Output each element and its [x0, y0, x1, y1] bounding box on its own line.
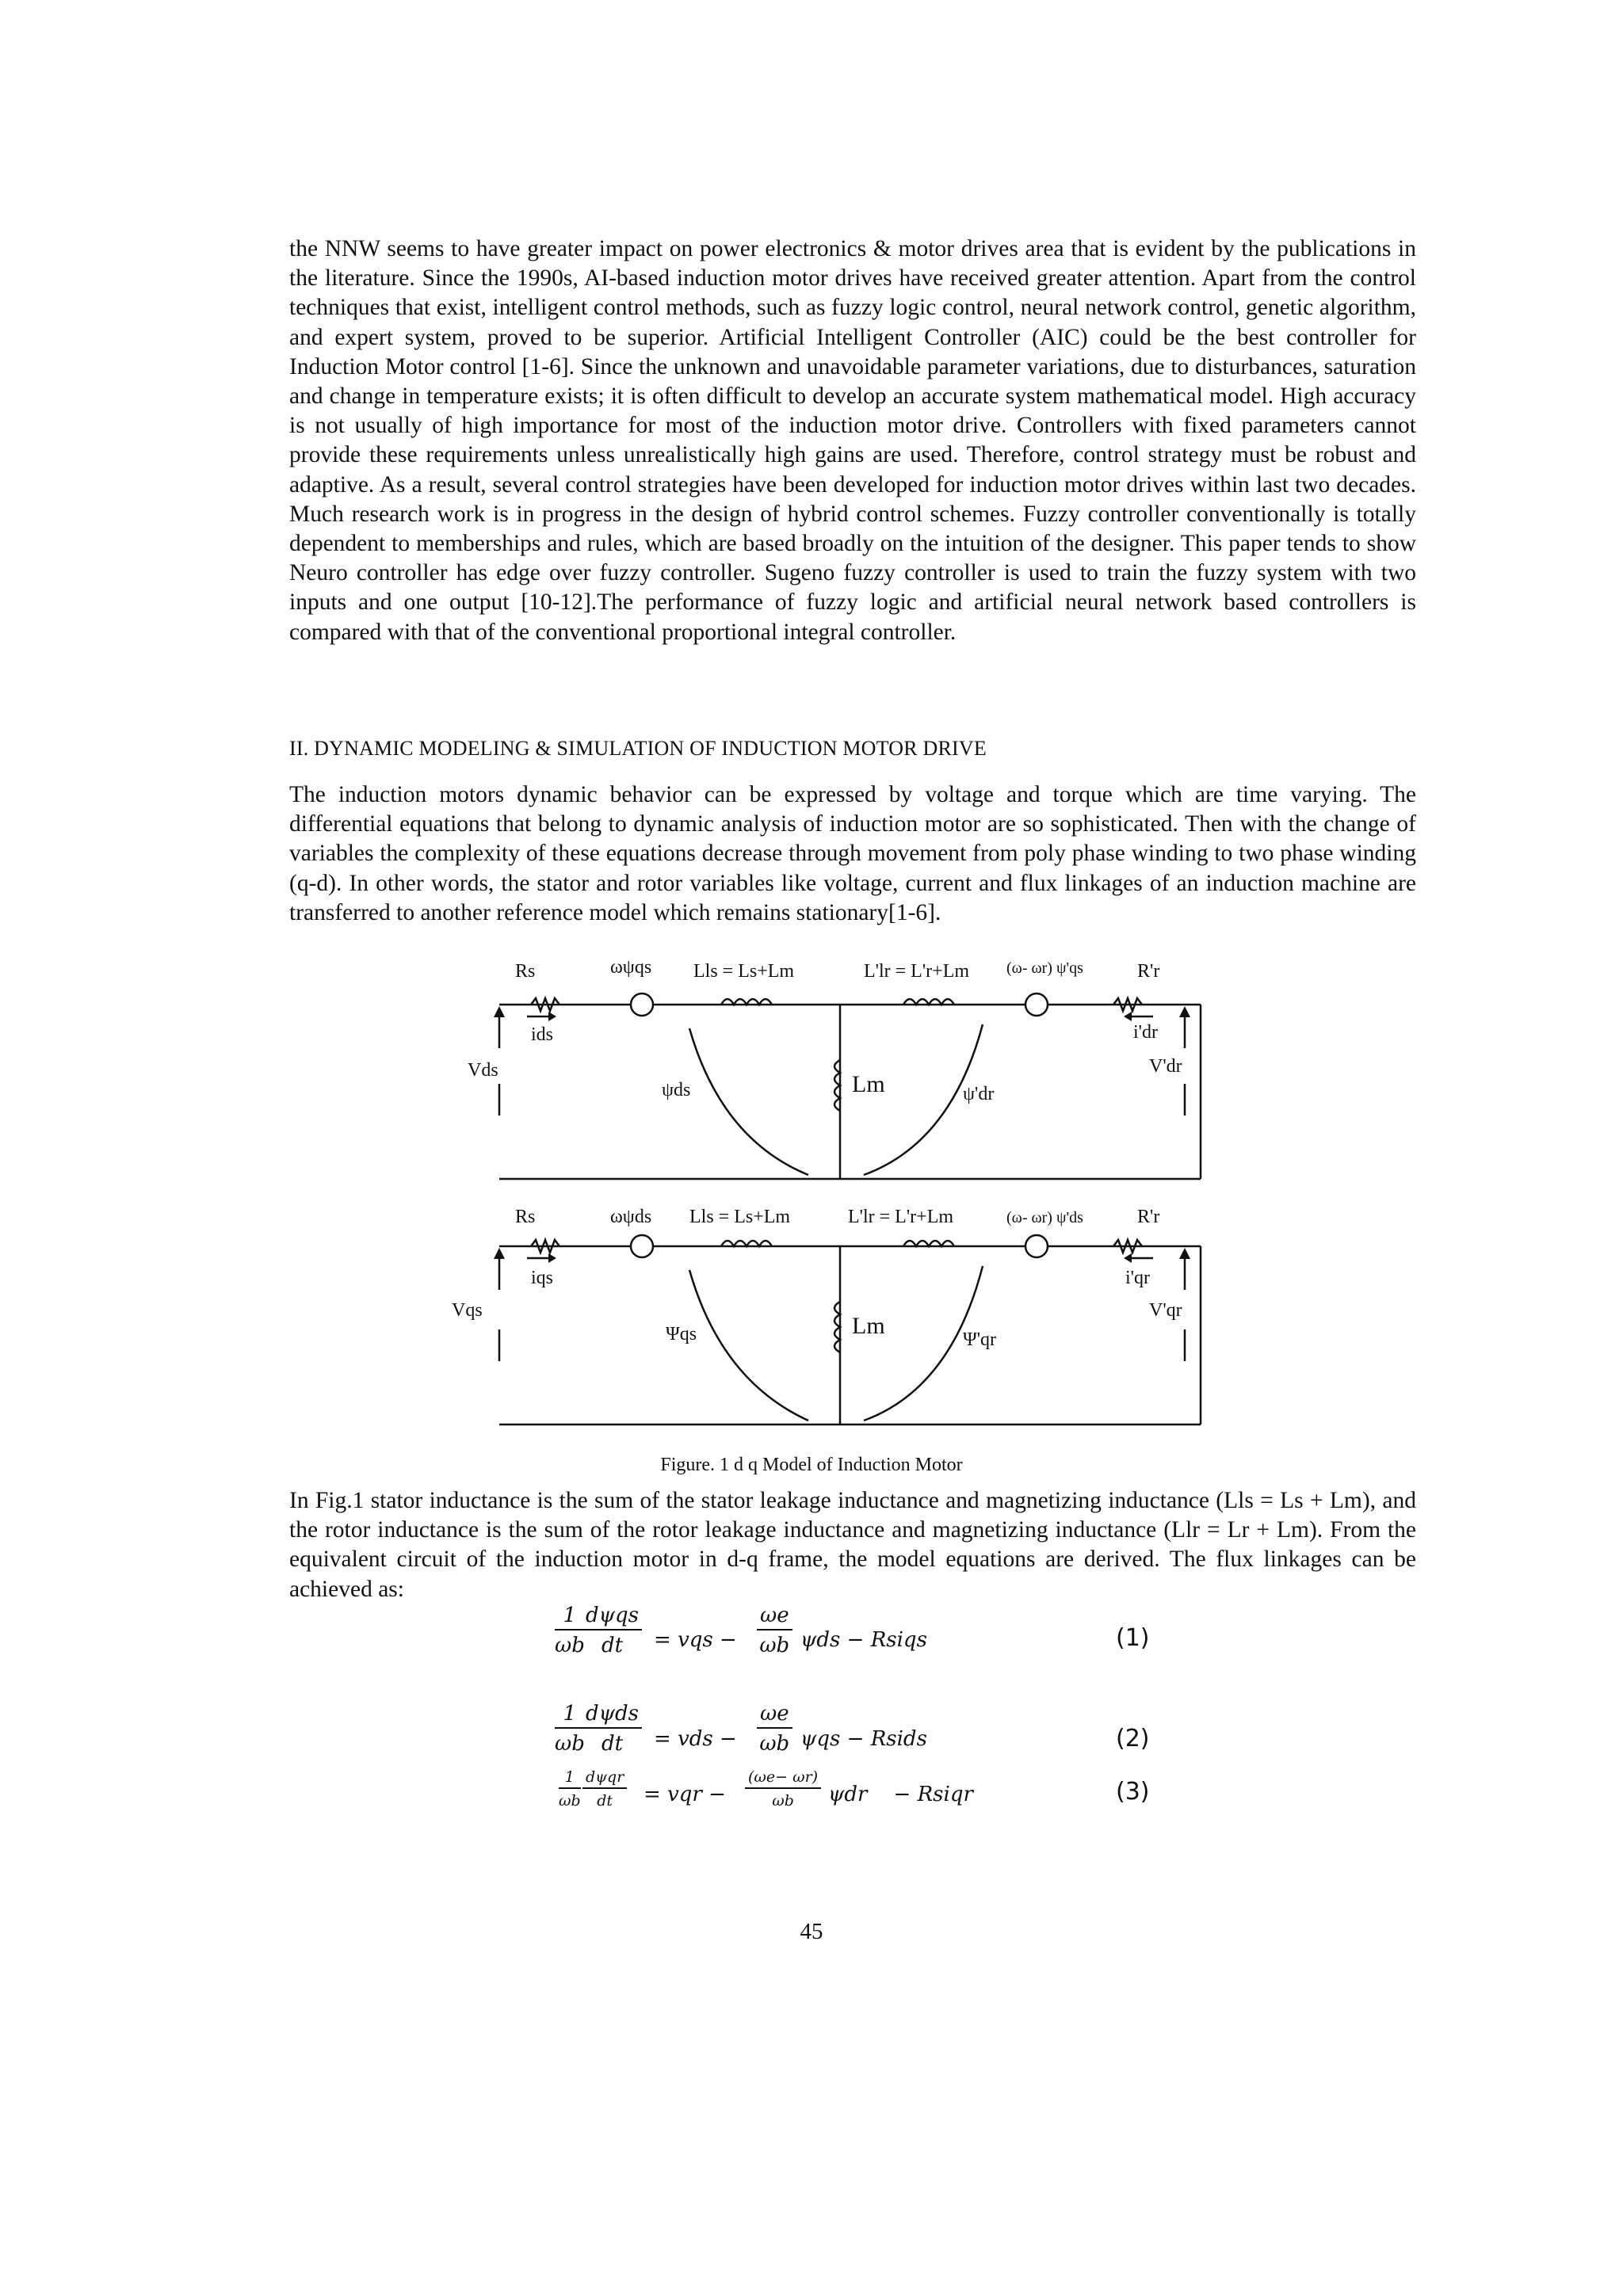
intro-paragraph: the NNW seems to have greater impact on power electronics & motor drives area that is evident by the publications in the literature. Since the 1990s, AI-based induction motor drives have received greater attention. Apart from the control techniques that exist, intelligent control methods, such as fuzzy logic control, neural network control, genetic algorithm, and expert system, proved to be superior. Artificial Intelligent Controller (AIC) could be the best controller for Induction Motor control [1-6]. Since the unknown and unavoidable parameter variations, due to disturbances, saturation and change in temperature exists; it is often difficult to develop an accurate system mathematical model. High accuracy is not usually of high importance for most of the induction motor drive. Controllers with fixed parameters cannot provide these requirements unless unrealistically high gains are used. Therefore, control strategy must be robust and adaptive. As a result, several control strategies have been developed for induction motor drives within last two decades. Much research work is in progress in the design of hybrid control schemes. Fuzzy controller conventionally is totally dependent to memberships and rules, which are based broadly on the intuition of the designer. This paper tends to show Neuro controller has edge over fuzzy controller. Sugeno fuzzy controller is used to train the fuzzy system with two inputs and one output [10-12].The performance of fuzzy logic and artificial neural network based controllers is compared with that of the conventional proportional integral controller.: [289, 236, 1416, 645]
q-source1-label: ωψds: [610, 1207, 652, 1227]
eq1-v: vqs: [678, 1628, 713, 1652]
q-is-label: iqs: [531, 1268, 554, 1288]
q-rr-label: R'r: [1137, 1207, 1160, 1227]
d-rs-label: Rs: [515, 961, 536, 982]
dq-model-figure: [452, 941, 1236, 1448]
eq1-number: (1): [1116, 1624, 1150, 1652]
eq3-coef: $\frac{(\omega e- \omega r)}{\omega b}$: [745, 1768, 821, 1810]
eq2-lhs-2: dψds dt: [582, 1702, 642, 1756]
eq2-number: (2): [1116, 1725, 1150, 1753]
d-psis-label: ψds: [662, 1080, 691, 1100]
eq3-tail: − Rsiqr: [893, 1783, 973, 1806]
d-source1-label: ωψqs: [610, 957, 652, 978]
d-ir-label: i'dr: [1133, 1022, 1158, 1043]
q-source2-label: (ω- ωr) ψ'ds: [1006, 1209, 1083, 1226]
q-rs-label: Rs: [515, 1207, 536, 1227]
page-number: 45: [800, 1919, 823, 1944]
q-psis-label: Ψqs: [666, 1324, 697, 1344]
eq2-lhs-1: $\frac{1}{\omega b}$: [555, 1702, 585, 1756]
d-psir-label: ψ'dr: [963, 1084, 995, 1104]
q-ir-label: i'qr: [1125, 1268, 1150, 1288]
page: the NNW seems to have greater impact on power electronics & motor drives area that is evident by the publications in the literature. Since the 1990s, AI-based induction motor drives have received greater attention. Apart from the control techniques that exist, intelligent control methods, such as fuzzy logic control, neural network control, genetic algorithm, and expert system, proved to be superior. Artificial Intelligent Controller (AIC) could be the best controller for Induction Motor control [1-6]. Since the unknown and unavoidable parameter variations, due to disturbances, saturation and change in temperature exists; it is often difficult to develop an accurate system mathematical model. High accuracy is not usually of high importance for most of the induction motor drive. Controllers with fixed parameters cannot provide these requirements unless unrealistically high gains are used. Therefore, control strategy must be robust and adaptive. As a result, several control strategies have been developed for induction motor drives within last two decades. Much research work is in progress in the design of hybrid control schemes. Fuzzy controller conventionally is totally dependent to memberships and rules, which are based broadly on the intuition of the designer. This paper tends to show Neuro controller has edge over fuzzy controller. Sugeno fuzzy controller is used to train the fuzzy system with two inputs and one output [10-12].The performance of fuzzy logic and artificial neural network based controllers is compared with that of the conventional proportional integral controller. II. DYNAMIC MODELING & SIMULATION OF INDUCTION MOTOR DRIVE The induction motors dynamic behavior can be expressed by voltage and torque which are time varying. The differential equations that belong to dynamic analysis of induction motor are so sophisticated. Then with the change of variables the complexity of these equations decrease through movement from poly phase winding to two phase winding (q-d). In other words, the stator and rotor variables like voltage, current and flux linkages of an induction machine are transferred to another reference model which remains stationary[1-6]. Rs ωψqs Lls = Ls+Lm L'lr = L'r+Lm (ω- ωr) ψ'qs R'r ids i'dr Vds V'dr ψds Lm ψ'dr Rs ωψds Lls = Ls+Lm L'lr = L'r+Lm (ω- ωr) ψ'ds R'r iqs i'qr Vqs V'qr Ψqs Lm Ψ'qr Figure. 1 d q Model of Induction Motor In Fig.1 stator inductance is the sum of the stator leakage inductance and magnetizing inductance (Lls = Ls + Lm), and the rotor inductance is the sum of the rotor leakage inductance and magnetizing inductance (Llr = Lr + Lm). From the equivalent circuit of the induction motor in d-q frame, the model equations are derived. The flux linkages can be achieved as: $\frac{1}{\omega b}$ dψqs dt = vqs − $\frac{\omega e}{\omega b}$ ψds − Rsiqs (1) $\frac{1}{\omega b}$ dψds dt = vds − $\frac{\omega e}{\omega b}$ ψqs − Rsids (2) $\frac{1}{\omega b}$ dψqr dt = vqr − $\frac{(\omega e- \omega r)}{\omega b}$ ψdr − Rsiqr (3) 45: [0, 0, 1623, 2296]
d-vr-label: V'dr: [1149, 1056, 1182, 1077]
d-lm-label: Lm: [852, 1071, 885, 1097]
eq2-tail: − Rsids: [846, 1727, 927, 1751]
d-source2-label: (ω- ωr) ψ'qs: [1006, 959, 1083, 977]
q-psir-label: Ψ'qr: [963, 1329, 997, 1350]
q-vr-label: V'qr: [1149, 1300, 1182, 1321]
d-llr-label: L'lr = L'r+Lm: [864, 961, 970, 982]
eq2-v: vds: [678, 1727, 713, 1751]
section-heading: [289, 737, 987, 761]
eq3-psi: ψdr: [828, 1783, 868, 1806]
d-vs-label: Vds: [468, 1060, 498, 1081]
eq2-psi: ψqs: [800, 1727, 841, 1751]
eq3-lhs-2: dψqr dt: [582, 1768, 627, 1810]
eq1-lhs-2: dψqs dt: [582, 1604, 642, 1657]
q-vs-label: Vqs: [452, 1300, 483, 1321]
eq1-tail: − Rsiqs: [846, 1628, 927, 1652]
eq1-psi: ψds: [800, 1628, 841, 1652]
section-paragraph: The induction motors dynamic behavior can be expressed by voltage and torque which are time varying. The differential equations that belong to dynamic analysis of induction motor are so sophisticated. Then with the change of variables the complexity of these equations decrease through movement from poly phase winding to two phase winding (q-d). In other words, the stator and rotor variables like voltage, current and flux linkages of an induction machine are transferred to another reference model which remains stationary[1-6].: [289, 782, 1416, 925]
eq1-coef: $\frac{\omega e}{\omega b}$: [757, 1604, 792, 1657]
q-lls-label: Lls = Ls+Lm: [689, 1207, 791, 1227]
after-paragraph: In Fig.1 stator inductance is the sum of the stator leakage inductance and magnetizing inductance (Lls = Ls + Lm), and the rotor inductance is the sum of the rotor leakage inductance and magnetizing inductance (Llr = Lr + Lm). From the equivalent circuit of the induction motor in d-q frame, the model equations are derived. The flux linkages can be achieved as:: [289, 1488, 1416, 1602]
eq1-lhs-1: $\frac{1}{\omega b}$: [555, 1604, 585, 1657]
eq3-number: (3): [1116, 1778, 1150, 1806]
eq3-v: vqr: [667, 1783, 702, 1806]
figure-caption: Figure. 1 d q Model of Induction Motor: [660, 1455, 963, 1475]
d-lls-label: Lls = Ls+Lm: [693, 961, 795, 982]
section-heading-text: II. DYNAMIC MODELING & SIMULATION OF INDUCTION MOTOR DRIVE: [289, 737, 987, 760]
d-rr-label: R'r: [1137, 961, 1160, 982]
q-llr-label: L'lr = L'r+Lm: [848, 1207, 954, 1227]
q-lm-label: Lm: [852, 1313, 885, 1339]
eq2-coef: $\frac{\omega e}{\omega b}$: [757, 1702, 792, 1756]
d-is-label: ids: [531, 1024, 554, 1045]
eq3-lhs-1: $\frac{1}{\omega b}$: [559, 1768, 581, 1810]
